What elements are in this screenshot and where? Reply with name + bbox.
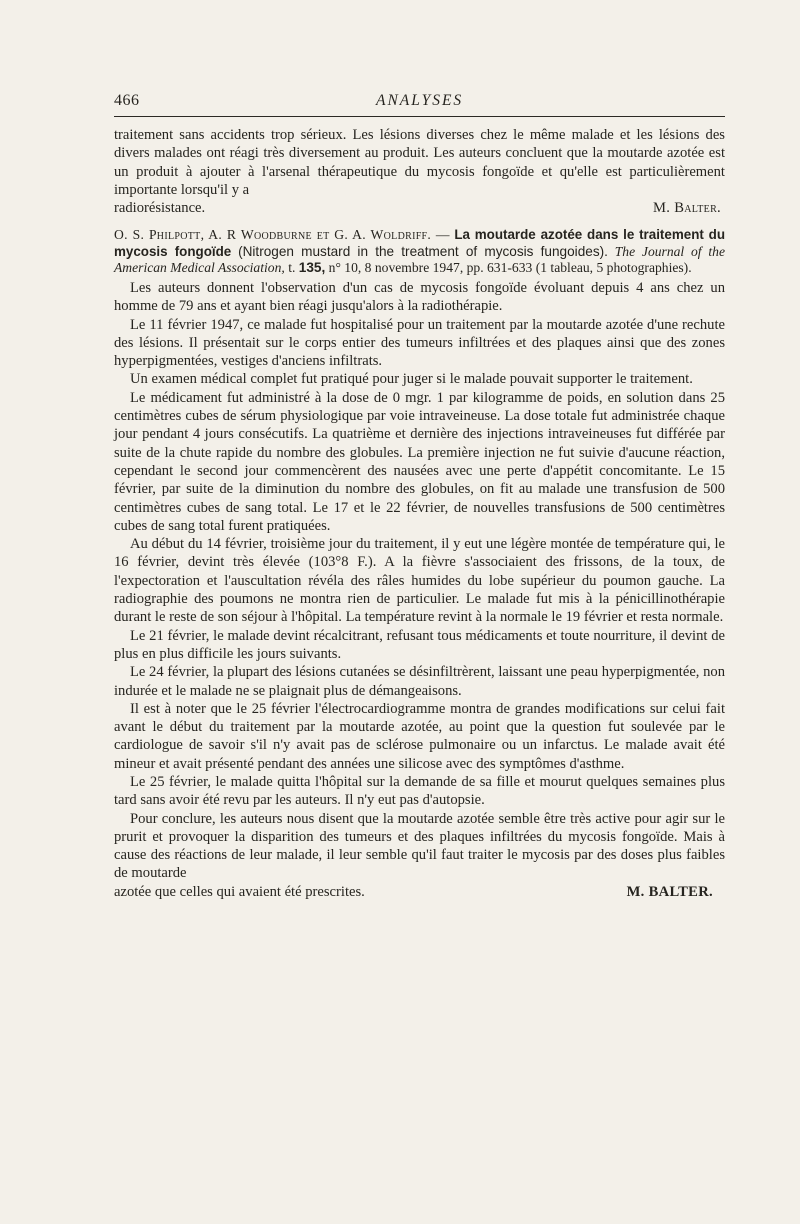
reference-details: n° 10, 8 novembre 1947, pp. 631-633 (1 tableau, 5 photographies). xyxy=(328,260,692,276)
bibliographic-reference xyxy=(114,227,725,277)
body-paragraph: Les auteurs donnent l'observation d'un cas de mycosis fongoïde évoluant depuis 4 ans chez un homme de 79 ans et ayant bien réagi jusqu'alors à la radiothérapie. xyxy=(114,279,725,315)
continuation-sign-line xyxy=(114,199,725,217)
final-line: azotée que celles qui avaient été prescrites. xyxy=(114,883,365,900)
body-paragraph: Il est à noter que le 25 février l'électrocardiogramme montra de grandes modifications sur celui fait avant le début du traitement par la moutarde azotée, au point que la question fut soulevée par le cardiologue de savoir s'il n'y avait pas de sclérose pulmonaire ou un infarctus. Le malade avait été mineur et avait présenté pendant des années une silicose avec des symptômes d'asthme. xyxy=(114,700,725,772)
body-paragraph: Un examen médical complet fut pratiqué pour juger si le malade pouvait supporter le traitement. xyxy=(130,371,693,388)
reference-journal: The Journal of the American Medical Association, xyxy=(114,243,725,276)
header-rule xyxy=(114,116,725,117)
body-paragraph: Le 24 février, la plupart des lésions cutanées se désinfiltrèrent, laissant une peau hyperpigmentée, non indurée et le malade ne se plaignait plus de démangeaisons. xyxy=(114,664,725,699)
continuation-last-line: radiorésistance. xyxy=(114,200,206,217)
final-sign-line xyxy=(114,883,725,901)
body-paragraph: Le 25 février, le malade quitta l'hôpital sur la demande de sa fille et mourut quelques semaines plus tard sans avoir été revu par les auteurs. Il n'y eut pas d'autopsie. xyxy=(114,774,725,809)
body-paragraph: Pour conclure, les auteurs nous disent que la moutarde azotée semble être très active pour agir sur le prurit et provoquer la disparition des tumeurs et des plaques infiltrées du mycosis fongoïde. Mais à cause des réactions de leur malade, il leur semble qu'il faut traiter le mycosis par des doses plus faibles de moutarde xyxy=(114,810,725,882)
reference-title: La moutarde azotée dans le traitement du mycosis fongoïde xyxy=(114,227,726,259)
continuation-signature: M. Balter. xyxy=(653,200,721,217)
final-signature: M. BALTER. xyxy=(626,883,713,900)
reference-original-title: (Nitrogen mustard in the treatment of mycosis fungoides). xyxy=(238,243,608,259)
reference-volume-prefix: t. xyxy=(288,260,296,276)
page-number: 466 xyxy=(114,92,140,109)
reference-authors: O. S. Philpott, A. R Woodburne et G. A. Woldriff. — xyxy=(114,227,450,243)
continuation-paragraph: traitement sans accidents trop sérieux. Les lésions diverses chez le même malade et les lésions des divers malades ont réagi très diversement au produit. Les auteurs concluent que la moutarde azotée est un produit à ajouter à l'arsenal thérapeutique du mycosis fongoïde et qu'elle est particulièrement importante lorsqu'il y a xyxy=(114,127,725,198)
reference-volume: 135, xyxy=(298,260,326,276)
body-paragraph: Le 11 février 1947, ce malade fut hospitalisé pour un traitement par la moutarde azotée d'une rechute des lésions. Il présentait sur le corps entier des tumeurs infiltrées et des plaques ainsi que des zones hyperpigmentées, vestiges d'anciens infiltrats. xyxy=(114,316,725,370)
running-head xyxy=(114,92,725,116)
body-paragraph: Le médicament fut administré à la dose de 0 mgr. 1 par kilogramme de poids, en solution dans 25 centimètres cubes de sérum physiologique par voie intraveineuse. La dose totale fut administrée chaque jour pendant 4 jours consécutifs. La quatrième et dernière des injections intraveineuses fut différée par suite de la chute rapide du nombre des globules. La première injection ne fut suivie d'aucune réaction, cependant le second jour commencèrent des nausées avec une perte d'appétit concomitante. Le 15 février, par suite de la diminution du nombre des globules, on fit au malade une transfusion de 500 centimètres cubes de sang total. Le 17 et le 22 février, de nouvelles transfusions de 500 centimètres cubes de sang total furent pratiquées. xyxy=(114,389,725,534)
body-paragraph: Au début du 14 février, troisième jour du traitement, il y eut une légère montée de température qui, le 16 février, devint très élevée (103°8 F.). A la fièvre s'associaient des frissons, de la toux, de l'expectoration et l'auscultation révéla des râles humides du lobe supérieur du poumon gauche. La radiographie des poumons ne montra rien de particulier. Le malade fut mis à la pénicillinothérapie durant le reste de son séjour à l'hôpital. La température revint à la normale le 19 février et resta normale. xyxy=(114,536,725,626)
body-paragraph: Le 21 février, le malade devint récalcitrant, refusant tous médicaments et toute nourriture, il devint de plus en plus difficile les jours suivants. xyxy=(114,627,725,662)
section-title: ANALYSES xyxy=(376,92,464,109)
